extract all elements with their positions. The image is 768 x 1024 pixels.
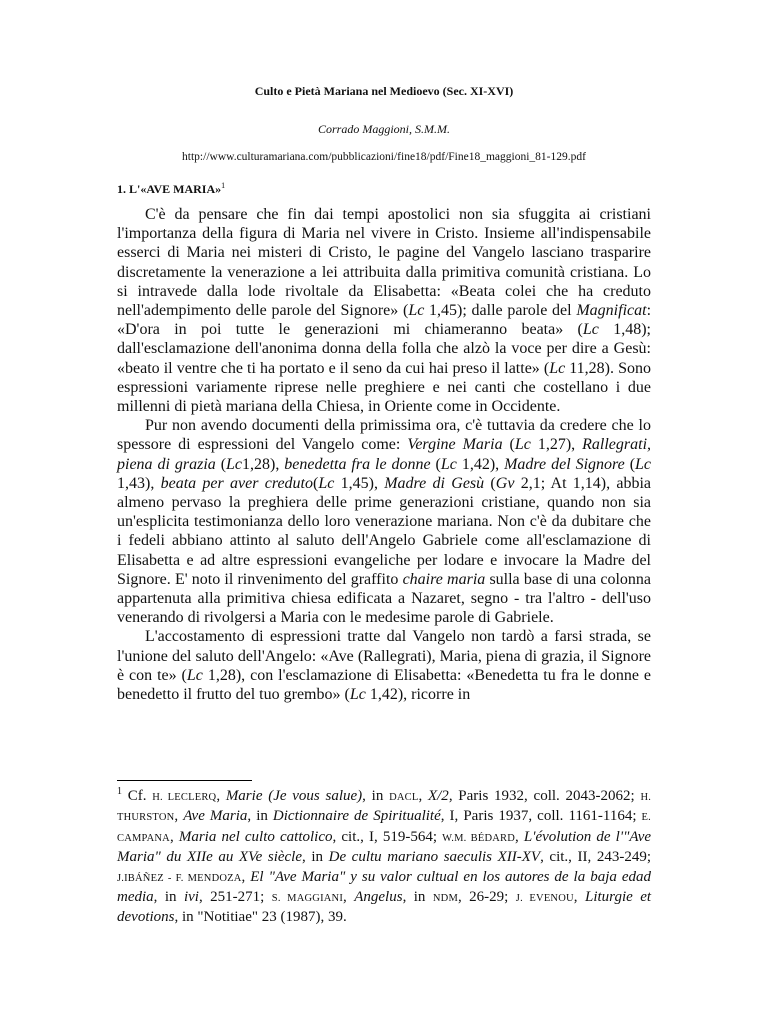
document-author: Corrado Maggioni, S.M.M. [318, 122, 450, 136]
footnote: $^1$ Cf. H. LECLERQ, Marie (Je vous salue), in DACL, X/2, Paris 1932, coll. 2043-2062; H. THURSTON, Ave Maria, in Dictionnaire de Spiritualité, I, Paris 1937, coll. 1161-1164; E. CAMPANA, Maria nel culto cattolico, cit., I, 519-564; W.M. BÉDARD, L'évolution de l'"Ave Maria" du XIIe au XVe siècle, in De cultu mariano saeculis XII-XV, cit., II, 243-249; J.IBÁÑEZ - F. MENDOZA, El "Ave Maria" y su valor cultual en los autores de la baja edad media, in ivi, 251-271; S. MAGGIANI, Angelus, in NDM, 26-29; J. EVENOU, Liturgie et devotions, in "Notitiae" 23 (1987), 39. [117, 786, 652, 926]
footnote-reference: 1 [221, 181, 226, 190]
footnote-separator [117, 780, 252, 781]
paragraph: Pur non avendo documenti della primissima ora, c'è tuttavia da credere che lo spessore di espressioni del Vangelo come: Vergine Maria (Lc 1,27), Rallegrati, piena di grazia (Lc1,28), benedetta fra le donne (Lc 1,42), Madre del Signore (Lc 1,43), beata per aver creduto(Lc 1,45), Madre di Gesù (Gv 2,1; At 1,14), abbia almeno pervaso la preghiera delle prime generazioni cristiane, quando non sia un'esplicita testimonianza dello loro venerazione mariana. Non c'è da dubitare che i fedeli abbiano attinto al saluto dell'Angelo Gabriele come all'esclamazione di Elisabetta e ad altre espressioni evangeliche per lodare e invocare la Madre del Signore. E' noto il rinvenimento del graffito chaire maria sulla base di una colonna appartenuta alla primitiva chiesa edificata a Nazaret, segno - tra l'altro - dell'uso venerando di rivolgersi a Maria con le medesime parole di Gabriele. [117, 417, 652, 627]
footnote-number: 1 [117, 786, 122, 797]
paragraph: L'accostamento di espressioni tratte dal Vangelo non tardò a farsi strada, se l'unione del saluto dell'Angelo: «Ave (Rallegrati), Maria, piena di grazia, il Signore è con te» (Lc 1,28), con l'esclamazione di Elisabetta: «Benedetta tu fra le donne e benedetto il frutto del tuo grembo» (Lc 1,42), ricorre in [117, 628, 652, 704]
body-text [117, 205, 651, 704]
paragraph: C'è da pensare che fin dai tempi apostolici non sia sfuggita ai cristiani l'importanza della figura di Maria nel vivere in Cristo. Insieme all'indispensabile esserci di Maria nei misteri di Cristo, le pagine del Vangelo lasciano trasparire discretamente la venerazione a lei attribuita dalla primitiva comunità cristiana. Lo si intravede dalla lode rivoltale da Elisabetta: «Beata colei che ha creduto nell'adempimento delle parole del Signore» (Lc 1,45); dalle parole del Magnificat: «D'ora in poi tutte le generazioni mi chiameranno beata» (Lc 1,48); dall'esclamazione dell'anonima donna della folla che alzò la voce per dire a Gesù: «beato il ventre che ti ha portato e il seno da cui hai preso il latte» (Lc 11,28). Sono espressioni variamente riprese nelle preghiere e nei canti che costellano i due millenni di pietà mariana della Chiesa, in Oriente come in Occidente. [117, 206, 652, 416]
section-heading [117, 181, 225, 197]
section-heading-text: 1. L'«AVE MARIA» [117, 182, 222, 196]
source-url: http://www.culturamariana.com/pubblicazioni/fine18/pdf/Fine18_maggioni_81-129.pdf [182, 151, 586, 163]
document-title: Culto e Pietà Mariana nel Medioevo (Sec. XI-XVI) [254, 84, 514, 98]
